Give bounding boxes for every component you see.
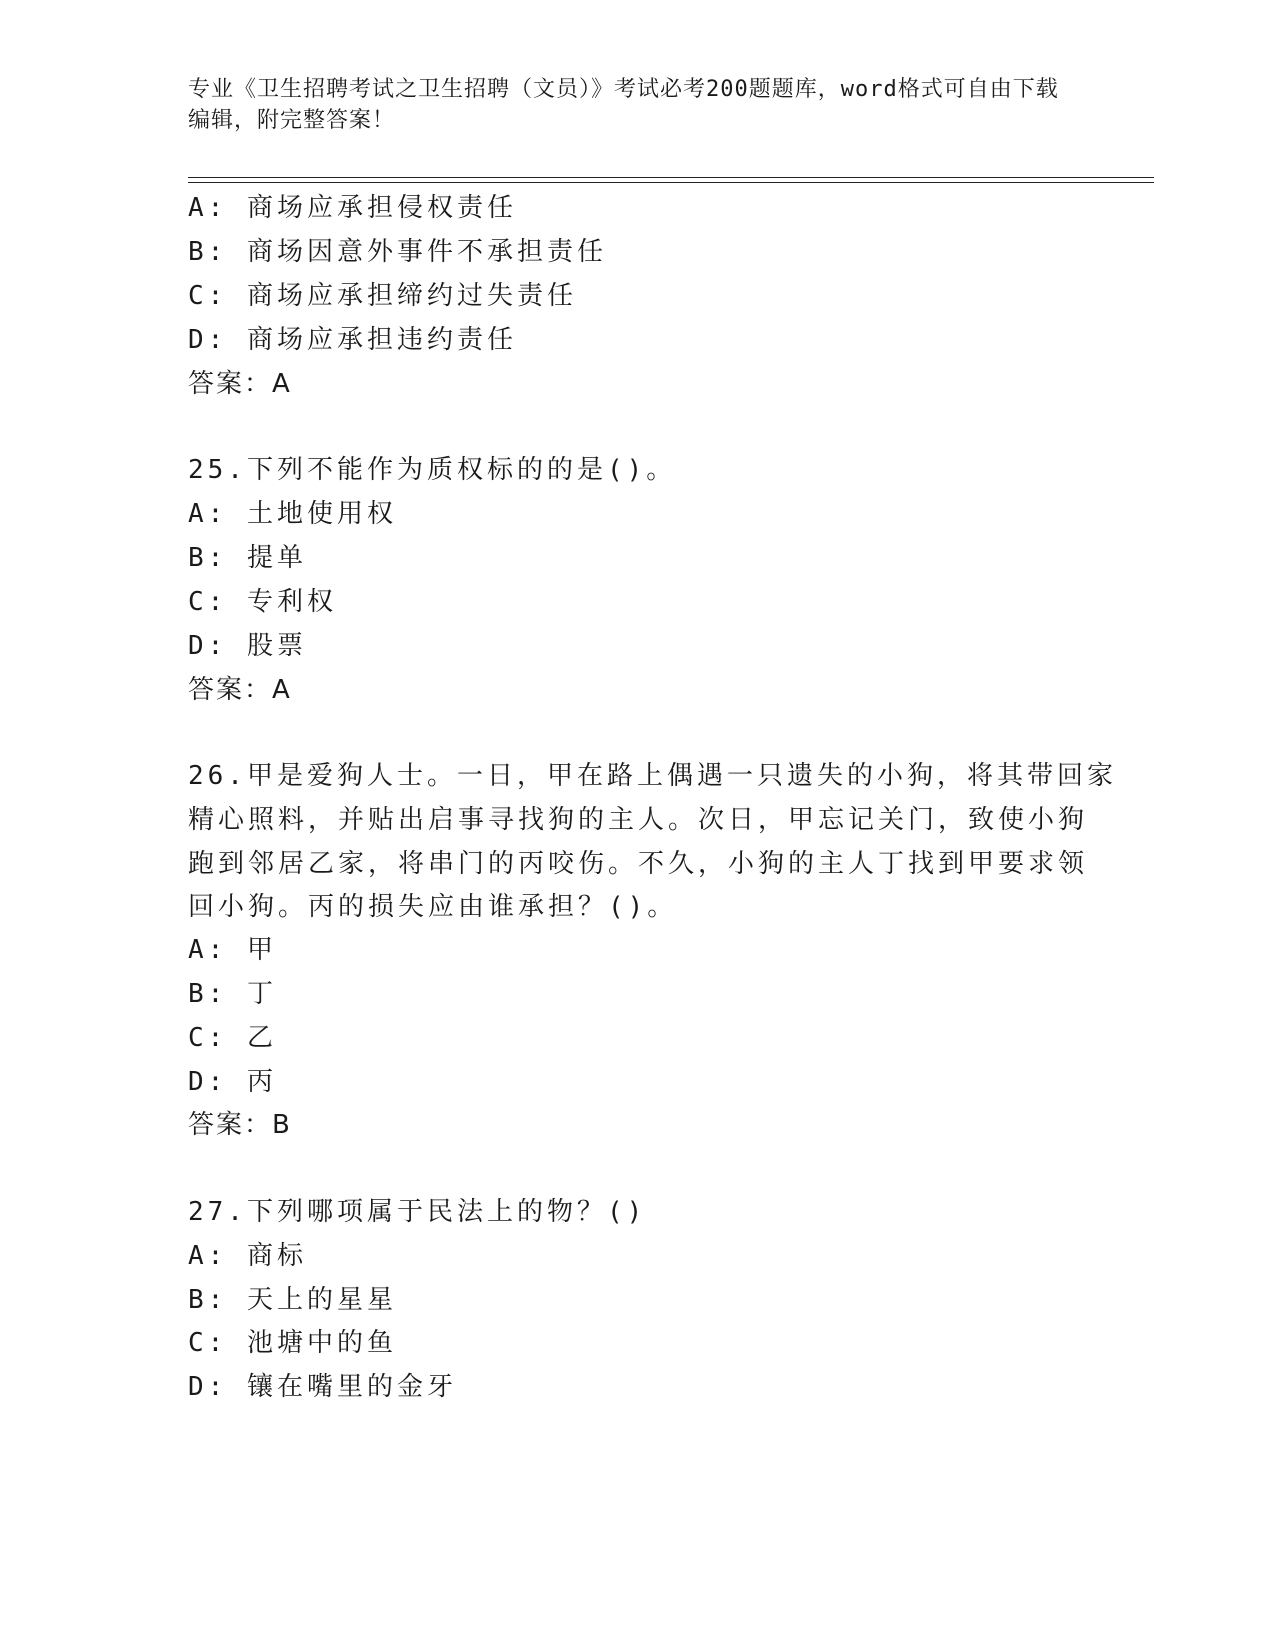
header-rule-bottom xyxy=(188,182,1154,183)
q24-option-b: B: 商场因意外事件不承担责任 xyxy=(188,237,607,267)
q24-option-d: D: 商场应承担违约责任 xyxy=(188,325,517,355)
q26-stem-line-4: 回小狗。丙的损失应由谁承担？()。 xyxy=(188,892,678,922)
q24-answer: 答案：A xyxy=(188,369,292,399)
q27-option-d: D: 镶在嘴里的金牙 xyxy=(188,1372,457,1402)
q26-option-b: B: 丁 xyxy=(188,979,277,1009)
document-intro: 专业《卫生招聘考试之卫生招聘（文员）》考试必考200题题库，word格式可自由下载编辑，附完整答案！ xyxy=(188,77,1059,133)
q24-option-a: A: 商场应承担侵权责任 xyxy=(188,193,517,223)
q26-option-c: C: 乙 xyxy=(188,1023,277,1053)
q26-stem-line-2: 精心照料，并贴出启事寻找狗的主人。次日，甲忘记关门，致使小狗 xyxy=(188,805,1089,835)
q26-stem-line-3: 跑到邻居乙家，将串门的丙咬伤。不久，小狗的主人丁找到甲要求领 xyxy=(188,849,1089,879)
header-rule-top xyxy=(188,177,1154,178)
q25-option-d: D: 股票 xyxy=(188,631,307,661)
q25-option-c: C: 专利权 xyxy=(188,587,337,617)
q27-option-a: A: 商标 xyxy=(188,1241,307,1271)
q26-option-a: A: 甲 xyxy=(188,935,277,965)
q27-stem: 27.下列哪项属于民法上的物？() xyxy=(188,1197,647,1227)
q25-option-b: B: 提单 xyxy=(188,543,307,573)
q25-option-a: A: 土地使用权 xyxy=(188,499,397,529)
q26-option-d: D: 丙 xyxy=(188,1067,277,1097)
q27-option-c: C: 池塘中的鱼 xyxy=(188,1328,397,1358)
q24-option-c: C: 商场应承担缔约过失责任 xyxy=(188,281,577,311)
q25-stem: 25.下列不能作为质权标的的是()。 xyxy=(188,455,677,485)
q27-option-b: B: 天上的星星 xyxy=(188,1285,397,1315)
q26-answer: 答案：B xyxy=(188,1110,292,1140)
q26-stem-line-1: 26.甲是爱狗人士。一日，甲在路上偶遇一只遗失的小狗，将其带回家 xyxy=(188,761,1117,791)
q25-answer: 答案：A xyxy=(188,675,292,705)
